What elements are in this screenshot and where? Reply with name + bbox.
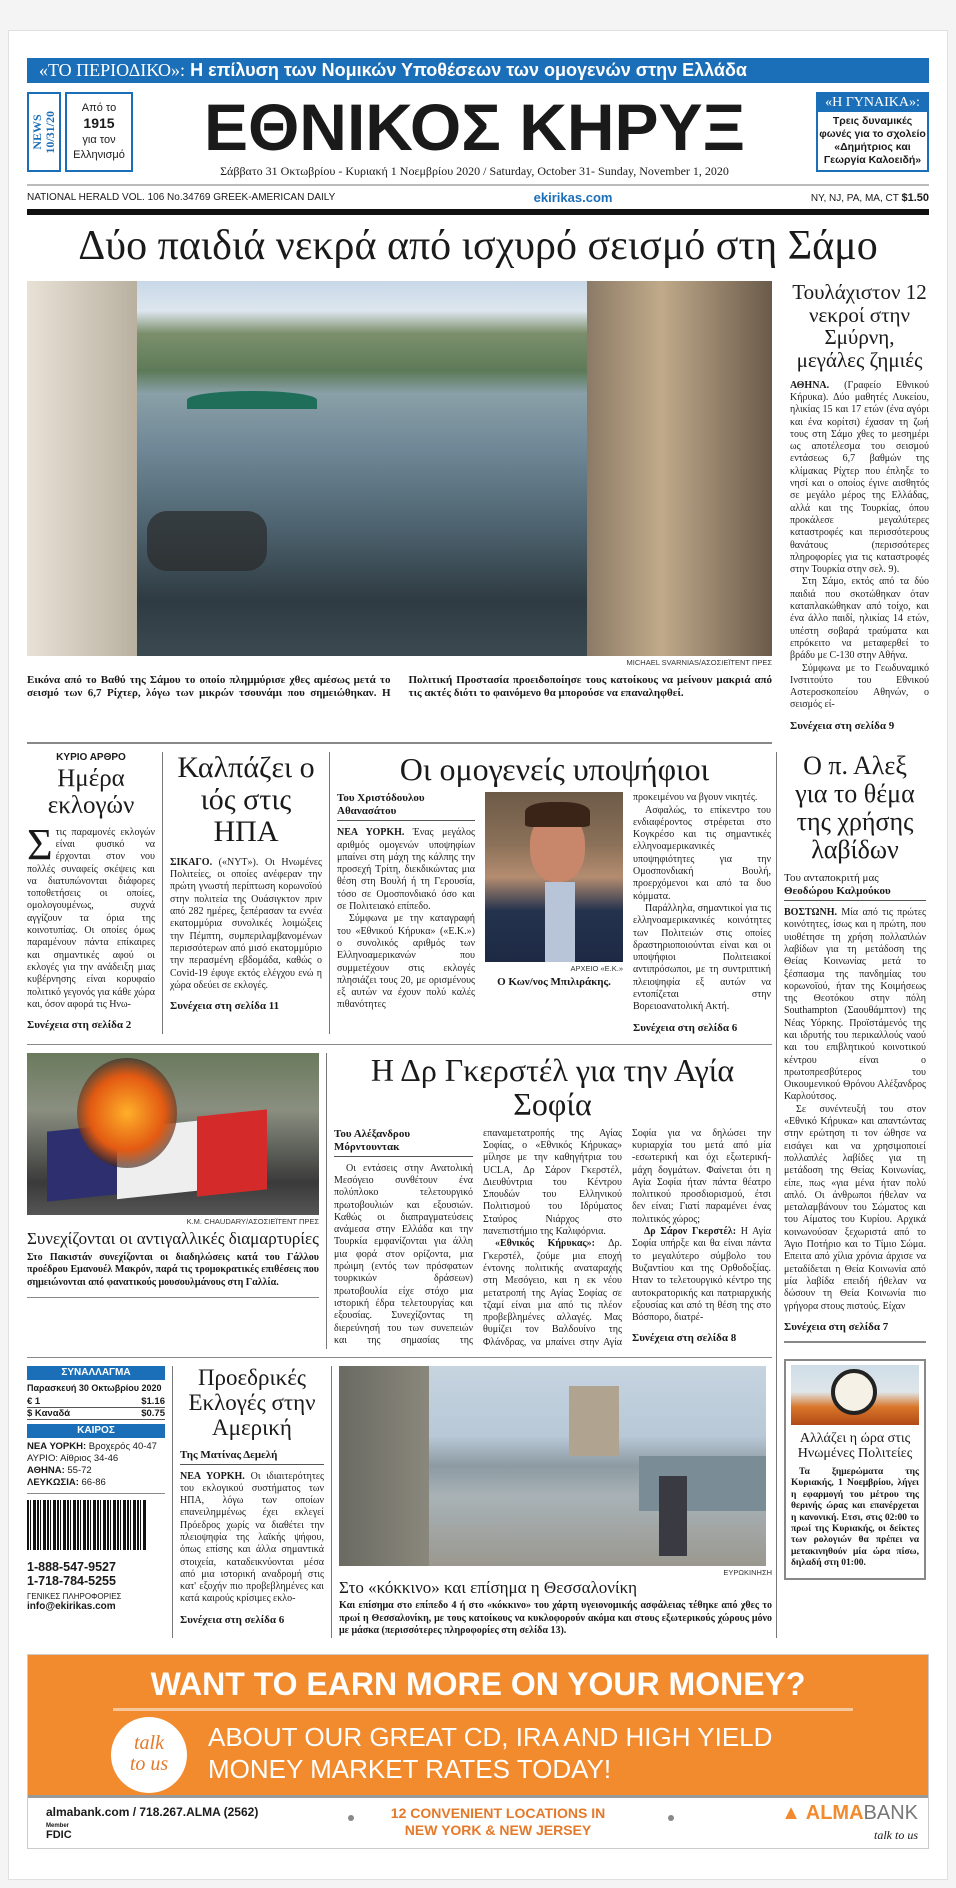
- divider: [27, 1357, 772, 1358]
- candidates-column: [329, 752, 772, 1034]
- photo-credit: K.M. CHAUDARY/ΑΣΟΣΙΕΪΤΕΝΤ ΠΡΕΣ: [186, 1216, 319, 1226]
- samos-flood-photo: [27, 281, 772, 656]
- ad-locations: 12 CONVENIENT LOCATIONS IN NEW YORK & NEW JERSEY: [390, 1804, 606, 1838]
- candidates-article-cont: προκειμένου να βγουν νικητές. Ασφαλώς, το επίκεντρο του ενδιαφέροντος στρέφεται στο Κογκρέσο και τις σημαντικές ελληνοαμερικανικές υποψηφιότητες για την Ομοσπονδιακή Βουλή, προερχόμενοι και από τα δυο κόμματα. Παράλληλα, σημαντικοί για τις ελληνοαμερικανικές κοινότητες των Πολιτειών στις οποίες δραστηριοποιούνται είναι και οι υποψήφιοι Πολιτειακοί αντιπρόσωποι, με τη συντριπτική πλειοψηφία εξ αυτών να εντοπίζεται στην Βορειοανατολική Ακτή.: [633, 792, 771, 1013]
- alarm-clock-icon: [831, 1369, 877, 1415]
- alma-bank-ad[interactable]: [27, 1654, 929, 1849]
- candidates-body: [337, 792, 772, 1033]
- ad-tagline: talk to us: [874, 1827, 918, 1842]
- lead-photo-caption: Εικόνα από το Βαθύ της Σάμου το οποίο πλημμύρισε χθες αμέσως μετά το σεισμό των 6,7 Ρίχτερ, λόγω των μικρών τσουνάμι που σημειώθηκαν. Η Πολιτική Προστασία προειδοποίησε τους κατοίκους να μείνουν μακριά από τις ακτές διότι το φαινόμενο θα μπορούσε να επαναληφθεί.: [27, 674, 772, 699]
- editorial-kicker: ΚΥΡΙΟ ΑΡΘΡΟ: [56, 751, 126, 763]
- volume-info: NATIONAL HERALD VOL. 106 No.34769 GREEK-AMERICAN DAILY: [27, 192, 336, 203]
- continued-link[interactable]: Συνέχεια στη σελίδα 6: [180, 1613, 285, 1626]
- row-2: [27, 752, 772, 1034]
- info-sidebar: [27, 1366, 165, 1612]
- alex-article: ΒΟΣΤΩΝΗ. Μία από τις πρώτες κοινότητες, ίσως και η πρώτη, που υιοθέτησε τη χρήση πολλαπλών λαβίδων για τη μετάδοση της Θείας Κοινωνίας μετά το ξέσπασμα της πανδημίας του κορωνοϊού, ήταν της Κοιμήσεως της Θεοτόκου στην πόλη Southampton (Σαουθάμπτον) της Νέας Υόρκης. Προϊστάμενός της και ιδρυτής του περικαλλούς ναού και του επιβλητικού κοινοτικού κέντρου είναι ο πρωτοπρεσβύτερος του Οικουμενικού Θρόνου Αλέξανδρος Καρλούτσος. Σε συνέντευξή του στον «Εθνικό Κήρυκα» και απαντώντας στην ερώτηση τι τον ώθησε να εισάγει και να χρησιμοποιεί πολλαπλές λαβίδες για τη μετάδοση της Θείας Κοινωνίας, είπε, πως «για μένα ήταν πολύ απλό. Οι άνθρωποι ήθελαν να μεταλαμβάνουν του Σώματος και του Αίματος του Κυρίου. Αρχικά κοινωνούσαν ξεχωριστά από το Άγιο Ποτήριο και το Τίμιο Σώμα. Επειτα από χίλια χρόνια άρχισε να μεταδίδεται η Θεία Κοινωνία από μία λαβίδα επειδή ήθελαν να δώσουν τη Θεία Κοινωνία πιο γρήγορα στους πιστούς. Είχαν: [784, 907, 926, 1312]
- fx-date: Παρασκευή 30 Οκτωβρίου 2020: [27, 1383, 162, 1394]
- candidates-col-2: [485, 792, 623, 988]
- alex-headline[interactable]: Ο π. Αλεξ για το θέμα της χρήσης λαβίδων: [795, 750, 915, 864]
- main-right: [776, 752, 926, 1638]
- email-link[interactable]: info@ekirikas.com: [27, 1601, 116, 1613]
- newspaper-page: [8, 30, 948, 1880]
- photo-caption: Ο Κων/νος Μπιλιράκης.: [497, 976, 611, 989]
- weather-list: ΝΕΑ ΥΟΡΚΗ: Βροχερός 40-47 ΑΥΡΙΟ: Αίθριος 34-46 ΑΘΗΝΑ: 55-72 ΛΕΥΚΩΣΙΑ: 66-86: [27, 1441, 157, 1489]
- candidates-article: ΝΕΑ ΥΟΡΚΗ. Ένας μεγάλος αριθμός ομογενών υποψηφίων μπαίνει στη μάχη της κάλπης την προσεχή Τρίτη, διεκδικώντας μια θέση στη Βουλή ή τη Γερουσία, τόσο σε Ομοσπονδιακό όσο και σε Πολιτειακό επίπεδο. Σύμφωνα με την καταγραφή του «Εθνικού Κήρυκα» («Ε.Κ.») ο συνολικός αριθμός των Ελληνοαμερικανών που συμμετέχουν στις εκλογές πλησιάζει τους 20, με ορισμένους εξ αυτών να έχουν πολύ καλές πιθανότητες: [337, 827, 475, 1011]
- promo-woman-box[interactable]: «Η ΓΥΝΑΙΚΑ»: Τρεις δυναμικές φωνές για το σχολείο «Δημήτριος και Γεωργία Καλοειδή»: [816, 92, 929, 172]
- info-line: [27, 186, 929, 209]
- byline: Του Χριστόδουλου Αθανασάτου: [337, 792, 475, 821]
- bilirakis-photo: [485, 792, 623, 962]
- fx-header: ΣΥΝΑΛΛΑΓΜΑ: [27, 1366, 165, 1380]
- promo-bar[interactable]: [27, 58, 929, 83]
- bullet-icon: [348, 1815, 354, 1821]
- gerstel-headline[interactable]: Η Δρ Γκερστέλ για την Αγία Σοφία: [370, 1051, 735, 1123]
- phone-numbers: 1-888-547-9527 1-718-784-5255: [27, 1560, 116, 1589]
- virus-article: ΣΙΚΑΓΟ. («NYT»). Οι Ηνωμένες Πολιτείες, οι οποίες ανέφεραν την πρώτη γνωστή περίπτωση κορωνοϊού στην πολιτεία της Ουάσιγκτον πριν από 282 ημέρες, ξεπέρασαν τα εννέα εκατομμύρια συνολικές λοιμώξεις την Πέμπτη, συμπεριλαμβανομένων περισσότερων από μισό εκατομμύριο την περασμένη εβδομάδα, καθώς ο Covid-19 έφυγε εκτός ελέγχου ενώ η χώρα οδεύει σε εκλογές.: [170, 856, 322, 991]
- continued-link[interactable]: Συνέχεια στη σελίδα 7: [784, 1320, 889, 1333]
- protest-headline[interactable]: Συνεχίζονται οι αντιγαλλικές διαμαρτυρίες: [27, 1228, 319, 1248]
- editorial-article: Στις παραμονές εκλογών είναι φυσικό να έρχονται στον νου πολλές συναφείς σκέψεις και να διατυπώνονται διάφορες τοποθετήσεις οι οποίες, ομολογουμένως, συχνά αγγίζουν τα όρια της κοινοτυπίας. Οι οποίες όμως παραμένουν πάντα επίκαιρες και σημαντικές αφού οι εκλογές για την ανάδειξη μιας κυβέρνησης είναι κορυφαίο πολιτικό γεγονός για κάθε χώρα και, όσον αφορά τις Ηνω-: [27, 819, 155, 1010]
- candidates-col-1: [337, 792, 475, 1011]
- election-column: [172, 1366, 324, 1638]
- ad-headline: WANT TO EARN MORE ON YOUR MONEY?: [150, 1665, 806, 1702]
- candidates-headline[interactable]: Οι ομογενείς υποψήφιοι: [399, 750, 710, 787]
- row-4: [27, 1366, 772, 1638]
- election-headline[interactable]: Προεδρικές Εκλογές στην Αμερική: [188, 1365, 316, 1440]
- thessaloniki-headline[interactable]: Στο «κόκκινο» και επίσημα η Θεσσαλονίκη: [339, 1578, 638, 1598]
- alma-bank-logo: ▲ ALMABANK: [781, 1801, 918, 1824]
- news-date-box: NEWS 10/31/20: [27, 92, 61, 172]
- masthead-center: [137, 92, 812, 178]
- editorial-column: [27, 752, 155, 1031]
- divider: [27, 742, 772, 744]
- photo-credit: ΕΥΡΩΚΙΝΗΣΗ: [723, 1568, 772, 1578]
- virus-headline[interactable]: Καλπάζει ο ιός στις ΗΠΑ: [177, 750, 315, 849]
- clock-headline[interactable]: Αλλάζει η ώρα στις Ηνωμένες Πολιτείες: [797, 1430, 913, 1461]
- byline: Του ανταποκριτή μας Θεοδώρου Καλμούκου: [784, 872, 926, 901]
- protest-column: [27, 1053, 319, 1299]
- virus-column: [162, 752, 322, 1034]
- byline: Του Αλέξανδρου Μόρντουνταк: [334, 1128, 473, 1157]
- election-article: ΝΕΑ ΥΟΡΚΗ. Οι ιδιαιτερότητες του εκλογικού συστήματος των ΗΠΑ, λόγω των οποίων επανειλημμένως έχει εκλεγεί Πρόεδρος χωρίς να διαθέτει την πλειοψηφία της λαϊκής ψήφου, όπως επίσης και άλλα σημαντικά στοιχεία, καταδεικνύονται μέσα από μια ιστορική αναδρομή στις κατ' εξοχήν πιο προβεβλημένες και κατά καιρούς κρίσιμες εκλο-: [180, 1470, 325, 1605]
- ad-body: ABOUT OUR GREAT CD, IRA AND HIGH YIELD MONEY MARKET RATES TODAY!: [208, 1721, 773, 1784]
- promo-kicker: «ΤΟ ΠΕΡΙΟΔΙΚΟ»:: [39, 60, 186, 80]
- price-info: NY, NJ, PA, MA, CT $1.50: [810, 191, 929, 204]
- continued-link[interactable]: Συνέχεια στη σελίδα 9: [790, 719, 895, 732]
- thessaloniki-photo: [339, 1366, 766, 1566]
- divider: [27, 1493, 165, 1494]
- barcode: [27, 1500, 147, 1550]
- row-3: [27, 1053, 772, 1349]
- newspaper-title: ΕΘΝΙΚΟΣ ΚΗΡΥΞ: [203, 90, 746, 164]
- main-body: [27, 752, 929, 1638]
- clock-photo: [791, 1365, 919, 1425]
- bullet-icon: [668, 1815, 674, 1821]
- divider: [27, 1297, 319, 1298]
- smyrna-article: ΑΘΗΝΑ. (Γραφείο Εθνικού Κήρυκα). Δύο μαθητές Λυκείου, ηλικίας 15 και 17 ετών (ένα αγόρι και ένα κορίτσι) έχασαν τη ζωή τους στη Σάμο χθες το μεσημέρι ως αποτέλεσμα του σεισμού εντάσεως 6,7 βαθμών της κλίμακας Ρίχτερ που έπληξε το νησί και ο οποίος έγινε αισθητός σε μεγάλο μέρος της Ελλάδας, αλλά και της Τουρκίας, όπου προκάλεσε μεγαλύτερες καταστροφές και περισσότερους θανάτους (περισσότερες πληροφορίες για τις καταστροφές στην Τουρκία στην σελ. 9). Στη Σάμο, εκτός από τα δύο παιδιά που σκοτώθηκαν όταν καταπλακώθηκαν από τοίχο, και ένα άλλο παιδί, ηλικίας 14 ετών, υπέστη σοβαρά τραύματα και επρόκειτο να μεταφερθεί το βράδυ με C-130 στην Αθήνα. Σύμφωνα με το Γεωδυναμικό Ινστιτούτο του Εθνικού Αστεροσκοπείου Αθηνών, ο σεισμός εί-: [790, 379, 929, 711]
- issue-date: Σάββατο 31 Οκτωβρίου - Κυριακή 1 Νοεμβρίου 2020 / Saturday, October 31- Sunday, November 1, 2020: [220, 164, 729, 178]
- continued-link[interactable]: Συνέχεια στη σελίδα 2: [27, 1019, 132, 1032]
- fdic-logo: Member FDIC: [46, 1822, 72, 1841]
- info-label: ΓΕΝΙΚΕΣ ΠΛΗΡΟΦΟΡΙΕΣ: [27, 1592, 122, 1602]
- clock-text: Τα ξημερώματα της Κυριακής, 1 Νοεμβρίου, λήγει η εφαρμογή του μέτρου της θερινής ώρας και επανέρχεται η κανονική. Ετσι, στις 02:00 το πρωί της Κυριακής, οι δείκτες των ρολογιών θα πρέπει να μετακινηθούν μία ώρα πίσω, δηλαδή στη 01:00.: [791, 1467, 919, 1569]
- main-left: [27, 752, 772, 1638]
- ad-contact[interactable]: almabank.com / 718.267.ALMA (2562): [46, 1804, 259, 1819]
- protest-caption: Στο Πακιστάν συνεχίζονται οι διαδηλώσεις κατά του Γάλλου προέδρου Εμανουέλ Μακρόν, παρά τις τρομοκρατικές επιθέσεις που σημειώνονται από φανατικούς μουσουλμάνους στη Γαλλία.: [27, 1251, 319, 1288]
- continued-link[interactable]: Συνέχεια στη σελίδα 6: [633, 1021, 738, 1034]
- masthead: [27, 92, 929, 178]
- lead-photo-block: [27, 281, 772, 700]
- thessaloniki-column: [331, 1366, 772, 1638]
- drop-cap: Σ: [27, 819, 53, 869]
- clock-box: [784, 1359, 926, 1580]
- gerstel-column: [326, 1053, 771, 1349]
- smyrna-column: [790, 281, 929, 732]
- candidates-col-3: [633, 792, 771, 1033]
- byline: Της Ματίνας Δεμελή: [180, 1449, 324, 1465]
- burning-flag-photo: [27, 1053, 319, 1215]
- lead-row: [27, 281, 929, 732]
- divider: [27, 1044, 772, 1045]
- smyrna-headline[interactable]: Τουλάχιστον 12 νεκροί στην Σμύρνη, μεγάλες ζημιές: [792, 280, 927, 373]
- photo-credit: MICHAEL SVARNIAS/ΑΣΟΣΙΕΪΤΕΝΤ ΠΡΕΣ: [626, 658, 772, 667]
- promo-text: Η επίλυση των Νομικών Υποθέσεων των ομογενών στην Ελλάδα: [190, 60, 747, 80]
- lead-headline[interactable]: Δύο παιδιά νεκρά από ισχυρό σεισμό στη Σάμο: [78, 223, 878, 269]
- divider: [784, 1341, 926, 1343]
- since-box: Από το 1915 για τον Ελληνισμό: [65, 92, 133, 172]
- thessaloniki-caption: Και επίσημα στο επίπεδο 4 ή στο «κόκκινο» του χάρτη υγειονομικής ασφάλειας τέθηκε από χθες το πρωί η Θεσσαλονίκη, με τους κατοίκους να κυκλοφορούν ακόμα και στους εξωτερικούς χώρους μόνο με μάσκα (περισσότερες πληροφορίες στη σελίδα 13).: [339, 1600, 772, 1637]
- fx-table: € 1 $1.16 $ Καναδά $0.75: [27, 1396, 165, 1420]
- gerstel-article: Του Αλέξανδρου Μόρντουνταк Οι εντάσεις στην Ανατολική Μεσόγειο συνθέτουν ένα πολύπλοκο τελετουργικό πρωτοβουλιών και εξουσιών. Καθώς οι διαπραγματεύσεις ανάμεσα στην Ελλάδα και την Τουρκία εμφανίζονται για άλλη μια φορά στον ορίζοντα, μια πρώιμη (εντός των πρόσφατων τουρκικών δράσεων) πρωτοβουλία είχε στόχο μια ιστορική έδρα τελετουργίας και εξουσίας. Συνεχίζοντας τη διερεύνησή του των συνεπειών και της σημασίας της επαναμετατροπής της Αγίας Σοφίας, ο «Εθνικός Κήρυκας» μίλησε με την καθηγήτρια του UCLA, Δρ Σάρον Γκερστέλ, Διευθύντρια του Κέντρου Σπουδών του Ελληνικού Πολιτισμού του Ιδρύματος Σταύρος Νιάρχος στο πανεπιστήμιο της Καλιφόρνια. «Εθνικός Κήρυκας»: Δρ. Γκερστέλ, ζούμε μια εποχή έντονης πολιτικής αναταραχής στη Μεσόγειο, και η εκ νέου μετατροπή της Αγίας Σοφίας σε τζαμί είναι μια από τις πλέον προβεβλημένες αλλαγές. Μας θυμίζει τον Βαλδουίνο της Φλάνδρας, να μπαίνει στην Αγία Σοφία για να δηλώσει την κυριαρχία του μετά από μία -εσωτερική και όχι εξωτερική- μάχη δογμάτων. Φαίνεται ότι η Αγία Σοφία ήταν πάντα θέατρο πολιτικού προσδιορισμού, έτσι δεν είναι; Γιατί παραμένει ένας πολιτικός χώρος; Δρ Σάρον Γκερστέλ: Η Αγία Σοφία υπήρξε και θα είναι πάντα το μεγαλύτερο σύμβολο του Βυζαντίου και της Ορθοδοξίας. Ηταν το τελετουργικό κέντρο της αυτοκρατορικής και πατριαρχικής εξουσίας και από τη θέση της στο Βόσπορο, διατρέ- Συνέχεια στη σελίδα 8: [334, 1127, 771, 1348]
- divider: [27, 209, 929, 215]
- photo-credit: ΑΡΧΕΙΟ «Ε.Κ.»: [570, 964, 623, 974]
- divider: [113, 1708, 853, 1711]
- website-link[interactable]: ekirikas.com: [533, 190, 613, 205]
- continued-link[interactable]: Συνέχεια στη σελίδα 11: [170, 1000, 280, 1013]
- talk-to-us-badge: talk to us: [111, 1717, 187, 1793]
- weather-header: ΚΑΙΡΟΣ: [27, 1424, 165, 1438]
- continued-link[interactable]: Συνέχεια στη σελίδα 8: [632, 1332, 737, 1345]
- divider: [28, 1795, 928, 1798]
- editorial-headline[interactable]: Ημέρα εκλογών: [47, 764, 135, 819]
